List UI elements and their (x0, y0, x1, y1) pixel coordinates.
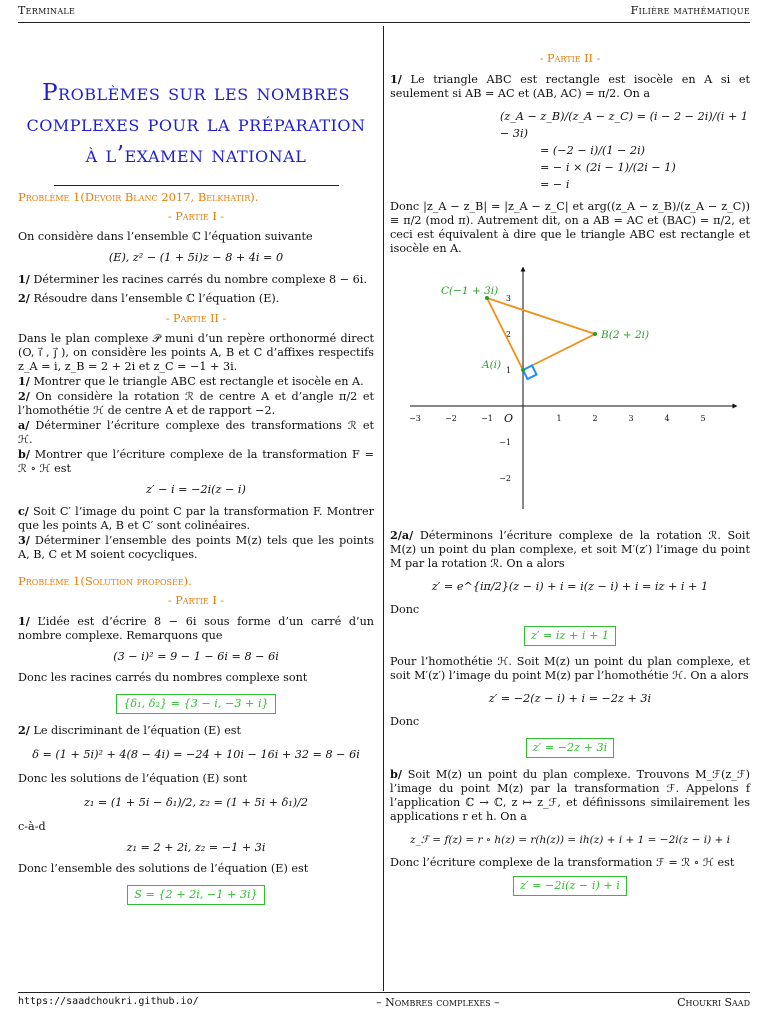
triangle-abc (487, 298, 595, 370)
question-text: Déterminer l’ensemble des points M(z) tels que les points A, B, C et M soient cocycliques. (18, 534, 374, 561)
point-a (521, 368, 525, 372)
solution-text: Donc (390, 603, 420, 616)
solution-text: Donc l’ensemble des solutions de l’équation (E) est (18, 862, 309, 875)
question-number: b/ (18, 447, 30, 461)
question-number: 2/ (18, 389, 30, 403)
page-header (18, 4, 750, 23)
label-c: C(−1 + 3i) (441, 285, 499, 297)
result-box: z′ = −2i(z − i) + i (513, 876, 627, 896)
title-rule (54, 185, 339, 186)
triangle-figure (390, 264, 750, 518)
part-heading: - Partie I - (167, 210, 225, 223)
footer-topic: – Nombres complexes – (376, 996, 500, 1009)
y-tick-labels (499, 294, 514, 483)
document-title: Problèmes sur les nombres complexes pour la préparation à l’examen national (26, 80, 366, 168)
question-number: 2/ (18, 723, 30, 737)
question (18, 533, 374, 562)
question (18, 272, 374, 287)
y-tick-label: −2 (499, 474, 511, 483)
header-track: Filière mathématique (630, 4, 750, 17)
question (18, 447, 374, 476)
right-column (390, 52, 750, 905)
question-number: c/ (18, 504, 29, 518)
roots-formula: z₁ = (1 + 5i − δ₁)/2, z₂ = (1 + 5i + δ₁)/2 (83, 796, 309, 809)
label-a: A(i) (482, 359, 502, 371)
part-heading: - Partie II - (165, 312, 227, 325)
footer-rule (18, 992, 750, 993)
question-text: Montrer que le triangle ABC est rectangle et isocèle en A. (33, 375, 364, 388)
part-heading: - Partie I - (167, 594, 225, 607)
x-tick-label: −1 (481, 414, 493, 423)
y-tick-label: 3 (505, 294, 511, 303)
question-number: 1/ (18, 614, 30, 628)
solution-title: Problème 1(Solution proposée). (18, 574, 192, 588)
question (18, 418, 374, 447)
header-level: Terminale (18, 4, 76, 17)
point-b (593, 332, 597, 336)
x-tick-label: −2 (445, 414, 457, 423)
question (18, 291, 374, 306)
calc-block (390, 108, 750, 193)
homothety-equation: z′ = −2(z − i) + i = −2z + 3i (488, 692, 652, 705)
solution-text: Le discriminant de l’équation (E) est (33, 724, 242, 737)
rotation-equation: z′ = e^{iπ/2}(z − i) + i = i(z − i) + i = iz + i + 1 (431, 580, 709, 593)
solution-step (390, 767, 750, 824)
question-text: On considère la rotation ℛ de centre A et d’angle π/2 et l’homothétie ℋ de centre A et de rapport −2. (18, 390, 374, 417)
roots-values: z₁ = 2 + 2i, z₂ = −1 + 3i (126, 841, 266, 854)
solution-text: Donc les racines carrés du nombres complexe sont (18, 671, 308, 684)
solution-step (390, 528, 750, 571)
equation-e: (E), z² − (1 + 5i)z − 8 + 4i = 0 (108, 251, 284, 264)
solution-text: Le triangle ABC est rectangle est isocèle en A si et seulement si AB = AC et (AB, AC) = π/2. On a (390, 73, 750, 100)
x-tick-label: 3 (628, 414, 634, 423)
intro-text: On considère dans l’ensemble ℂ l’équation suivante (18, 230, 313, 243)
result-box: z′ = −2z + 3i (526, 738, 615, 758)
x-tick-label: −3 (409, 414, 421, 423)
part2-intro: Dans le plan complexe 𝒫 muni d’un repère orthonormé direct (O, i⃗ , j⃗ ), on considère les points A, B et C d’affixes respectifs z_A = i, z_B = 2 + 2i et z_C = −1 + 3i. (18, 332, 374, 373)
question-number: 3/ (18, 533, 30, 547)
complex-plane (390, 264, 750, 514)
solution-text: Donc (390, 715, 420, 728)
question-text: Montrer que l’écriture complexe de la transformation F = ℛ ∘ ℋ est (18, 448, 374, 475)
transformation-equation: z′ − i = −2i(z − i) (146, 483, 246, 496)
solution-text: Donc les solutions de l’équation (E) sont (18, 772, 248, 785)
x-tick-label: 1 (556, 414, 562, 423)
calc-line: = − i × (2i − 1)/(2i − 1) (540, 161, 676, 174)
y-tick-label: 1 (505, 366, 511, 375)
part-heading: - Partie II - (539, 52, 601, 65)
solution-text: Donc |z_A − z_B| = |z_A − z_C| et arg((z_A − z_B)/(z_A − z_C)) ≡ π/2 (mod π). Autrement dit, on a AB = AC et (BAC) = π/2, et ceci est équivalent à dire que le triangle ABC est rectangle et isocèle en A. (390, 200, 750, 255)
composition-equation: z_ℱ = f(z) = r ∘ h(z) = r(h(z)) = ih(z) + i + 1 = −2i(z − i) + i (409, 834, 731, 846)
solution-text: c-à-d (18, 820, 46, 833)
solution-text: L’idée est d’écrire 8 − 6i sous forme d’un carré d’un nombre complexe. Remarquons que (18, 615, 374, 642)
left-column (18, 40, 374, 914)
question-text: Résoudre dans l’ensemble ℂ l’équation (E). (33, 292, 280, 305)
question-number: 2/a/ (390, 528, 414, 542)
right-angle-marker (523, 366, 537, 380)
question-text: Déterminer les racines carrés du nombre complexe 8 − 6i. (33, 273, 367, 286)
question-number: 1/ (18, 272, 30, 286)
question (18, 504, 374, 533)
question (18, 389, 374, 418)
solution-equation: (3 − i)² = 9 − 1 − 6i = 8 − 6i (113, 650, 279, 663)
result-box: S = {2 + 2i, −1 + 3i} (127, 885, 264, 905)
calc-line: (z_A − z_B)/(z_A − z_C) = (i − 2 − 2i)/(i + 1 − 3i) (500, 110, 748, 140)
question (18, 374, 374, 389)
solution-step (18, 614, 374, 643)
x-tick-label: 4 (664, 414, 670, 423)
calc-line: = − i (540, 178, 570, 191)
footer-url[interactable]: https://saadchoukri.github.io/ (18, 996, 199, 1007)
label-b: B(2 + 2i) (601, 329, 650, 341)
solution-text: Soit M(z) un point du plan complexe. Trouvons M_ℱ(z_ℱ) l’image du point M(z) par la transformation ℱ. Appelons f l’application ℂ → ℂ, z ↦ z_ℱ, et définissons similairement les applications r et h. On a (390, 768, 750, 823)
column-divider (383, 26, 384, 991)
result-box: {δ₁, δ₂} = {3 − i, −3 + i} (116, 694, 275, 714)
calc-line: = (−2 − i)/(1 − 2i) (540, 144, 646, 157)
result-box: z′ = iz + i + 1 (524, 626, 616, 646)
question-number: a/ (18, 418, 30, 432)
solution-step (18, 723, 374, 738)
solution-text: Pour l’homothétie ℋ. Soit M(z) un point du plan complexe, et soit M′(z′) l’image du point M(z) par l’homothétie ℋ. On a alors (390, 655, 750, 682)
question-number: 1/ (18, 374, 30, 388)
question-text: Déterminer l’écriture complexe des transformations ℛ et ℋ. (18, 419, 374, 446)
question-text: Soit C′ l’image du point C par la transformation F. Montrer que les points A, B et C′ sont colinéaires. (18, 505, 374, 532)
question-number: 1/ (390, 72, 402, 86)
y-tick-label: 2 (505, 330, 511, 339)
x-tick-label: 5 (700, 414, 706, 423)
footer-author: Choukri Saad (677, 996, 750, 1009)
problem-title: Problème 1(Devoir Blanc 2017, Belkhatir). (18, 190, 259, 204)
origin-label: O (504, 412, 514, 425)
page-footer (18, 996, 750, 1009)
x-tick-labels (409, 414, 705, 423)
solution-step (390, 72, 750, 101)
y-tick-label: −1 (499, 438, 511, 447)
discriminant-equation: δ = (1 + 5i)² + 4(8 − 4i) = −24 + 10i − 16i + 32 = 8 − 6i (32, 748, 360, 761)
solution-text: Donc l’écriture complexe de la transformation ℱ = ℛ ∘ ℋ est (390, 856, 735, 869)
question-number: b/ (390, 767, 402, 781)
x-tick-label: 2 (592, 414, 598, 423)
question-number: 2/ (18, 291, 30, 305)
solution-text: Déterminons l’écriture complexe de la rotation ℛ. Soit M(z) un point du plan complexe, et soit M′(z′) l’image du point M par la rotation ℛ. On a alors (390, 529, 750, 570)
